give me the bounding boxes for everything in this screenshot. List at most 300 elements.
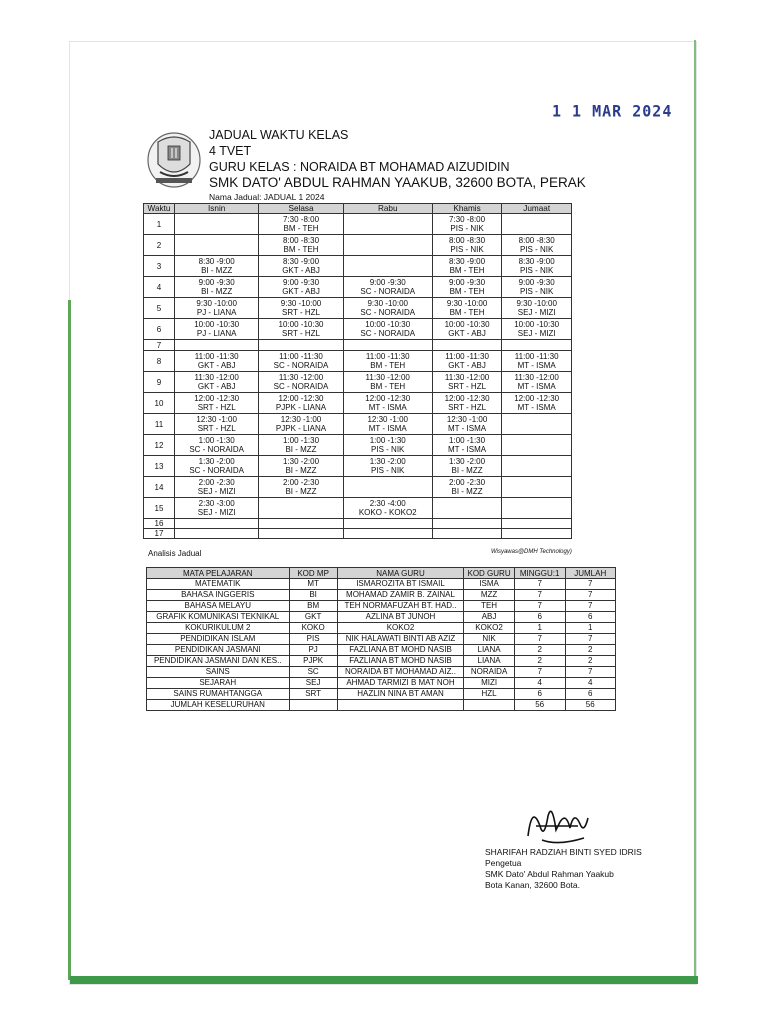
timetable-header-cell: Waktu	[144, 204, 175, 214]
timetable-row	[144, 277, 572, 298]
summary-cell: BAHASA INGGERIS	[147, 590, 290, 601]
timetable-row	[144, 372, 572, 393]
slot-time: 11:00 -11:30	[194, 352, 239, 361]
paper-edge-left	[68, 300, 71, 980]
slot-subject-teacher: GKT - ABJ	[197, 361, 236, 370]
slot-time: 10:00 -10:30	[365, 320, 411, 329]
timetable-cell	[502, 319, 572, 340]
summary-cell: TEH	[464, 601, 515, 612]
timetable-cell	[259, 519, 343, 529]
timetable-cell	[175, 298, 259, 319]
slot-subject-teacher: PIS - NIK	[450, 224, 484, 233]
timetable-cell	[432, 319, 502, 340]
timetable-cell	[502, 256, 572, 277]
timetable-cell	[502, 298, 572, 319]
header-class-teacher: GURU KELAS : NORAIDA BT MOHAMAD AIZUDIDIN	[209, 160, 510, 174]
timetable-cell	[259, 414, 343, 435]
summary-cell: NORAIDA BT MOHAMAD AIZ..	[337, 667, 464, 678]
slot-subject-teacher: SRT - HZL	[197, 403, 236, 412]
timetable-cell	[259, 235, 343, 256]
slot-subject-teacher: GKT - ABJ	[448, 329, 486, 338]
summary-cell: MIZI	[464, 678, 515, 689]
slot-subject-teacher: SC - NORAIDA	[273, 382, 329, 391]
summary-cell: 2	[565, 656, 616, 667]
summary-cell: MT	[289, 579, 337, 590]
summary-cell: SC	[289, 667, 337, 678]
summary-cell: 1	[514, 623, 565, 634]
timetable-cell	[432, 414, 502, 435]
paper-edge-right	[694, 40, 696, 984]
timetable-cell	[259, 498, 343, 519]
summary-cell: AZLINA BT JUNOH	[337, 612, 464, 623]
summary-cell: SAINS	[147, 667, 290, 678]
summary-cell: HZL	[464, 689, 515, 700]
summary-cell: KOKO2	[464, 623, 515, 634]
slot-subject-teacher: SRT - HZL	[282, 329, 320, 338]
timetable-cell	[502, 477, 572, 498]
signatory-school: SMK Dato' Abdul Rahman Yaakub	[485, 869, 614, 879]
timetable-cell	[502, 529, 572, 539]
summary-cell: FAZLIANA BT MOHD NASIB	[337, 656, 464, 667]
timetable-cell	[432, 277, 502, 298]
summary-row	[147, 667, 616, 678]
slot-subject-teacher: SEJ - MIZI	[517, 329, 556, 338]
timetable-cell	[343, 435, 432, 456]
timetable-cell	[259, 256, 343, 277]
timetable-cell	[432, 529, 502, 539]
summary-cell: SEJ	[289, 678, 337, 689]
slot-subject-teacher: PJPK - LIANA	[275, 424, 327, 433]
timetable-cell	[343, 519, 432, 529]
summary-cell: MOHAMAD ZAMIR B. ZAINAL	[337, 590, 464, 601]
timetable-cell	[175, 498, 259, 519]
slot-subject-teacher: SC - NORAIDA	[273, 361, 329, 370]
period-number: 4	[144, 277, 175, 298]
slot-time: 1:30 -2:00	[198, 457, 235, 466]
timetable-cell	[175, 214, 259, 235]
timetable-cell	[175, 235, 259, 256]
timetable-cell	[502, 277, 572, 298]
header-title: JADUAL WAKTU KELAS	[209, 128, 349, 142]
slot-subject-teacher: GKT - ABJ	[197, 382, 236, 391]
summary-cell: 7	[514, 667, 565, 678]
slot-time: 8:00 -8:30	[518, 236, 555, 245]
summary-cell: 2	[514, 645, 565, 656]
slot-subject-teacher: BI - MZZ	[201, 287, 233, 296]
timetable-row	[144, 529, 572, 539]
date-stamp: 1 1 MAR 2024	[552, 101, 673, 121]
summary-cell: ISMAROZITA BT ISMAIL	[337, 579, 464, 590]
slot-time: 1:00 -1:30	[198, 436, 235, 445]
slot-time: 2:30 -4:00	[369, 499, 406, 508]
slot-time: 9:00 -9:30	[518, 278, 555, 287]
slot-subject-teacher: BM - TEH	[370, 382, 406, 391]
slot-time: 2:00 -2:30	[283, 478, 320, 487]
header-school: SMK DATO' ABDUL RAHMAN YAAKUB, 32600 BOTA, PERAK	[209, 175, 586, 190]
timetable-row	[144, 477, 572, 498]
summary-cell: 7	[565, 579, 616, 590]
slot-subject-teacher: SRT - HZL	[197, 424, 236, 433]
summary-cell: KOKO2	[337, 623, 464, 634]
summary-cell: 6	[565, 689, 616, 700]
timetable-cell	[343, 498, 432, 519]
summary-cell: MZZ	[464, 590, 515, 601]
slot-time: 10:00 -10:30	[278, 320, 324, 329]
slot-time: 11:00 -11:30	[279, 352, 323, 361]
slot-time: 11:30 -12:00	[278, 373, 324, 382]
summary-cell: BI	[289, 590, 337, 601]
analysis-label: Analisis Jadual	[148, 549, 202, 558]
period-number: 2	[144, 235, 175, 256]
schedule-name: Nama Jadual: JADUAL 1 2024	[209, 192, 325, 202]
slot-subject-teacher: GKT - ABJ	[448, 361, 486, 370]
summary-row	[147, 590, 616, 601]
timetable-cell	[343, 456, 432, 477]
slot-time: 10:00 -10:30	[444, 320, 490, 329]
slot-time: 12:00 -12:30	[278, 394, 324, 403]
slot-subject-teacher: BI - MZZ	[285, 487, 317, 496]
summary-cell: 7	[514, 579, 565, 590]
summary-row	[147, 656, 616, 667]
signatory-title: Pengetua	[485, 858, 522, 868]
slot-time: 9:30 -10:00	[280, 299, 322, 308]
timetable-cell	[175, 277, 259, 298]
slot-time: 9:30 -10:00	[446, 299, 488, 308]
summary-cell: AHMAD TARMIZI B MAT NOH	[337, 678, 464, 689]
slot-subject-teacher: PIS - NIK	[371, 445, 405, 454]
summary-cell: 6	[565, 612, 616, 623]
summary-cell: 7	[514, 634, 565, 645]
slot-time: 11:00 -11:30	[445, 352, 489, 361]
summary-row	[147, 601, 616, 612]
slot-time: 9:00 -9:30	[283, 278, 320, 287]
timetable-cell	[259, 277, 343, 298]
slot-time: 12:30 -1:00	[196, 415, 237, 424]
timetable-cell	[175, 340, 259, 351]
slot-time: 9:00 -9:30	[449, 278, 486, 287]
timetable-cell	[432, 435, 502, 456]
summary-row	[147, 634, 616, 645]
summary-cell: NIK HALAWATI BINTI AB AZIZ	[337, 634, 464, 645]
slot-time: 11:30 -12:00	[194, 373, 239, 382]
summary-cell: BM	[289, 601, 337, 612]
period-number: 14	[144, 477, 175, 498]
timetable-cell	[502, 340, 572, 351]
timetable-cell	[502, 435, 572, 456]
timetable	[143, 203, 572, 539]
summary-row	[147, 623, 616, 634]
timetable-cell	[175, 319, 259, 340]
slot-time: 8:00 -8:30	[283, 236, 320, 245]
slot-subject-teacher: PJ - LIANA	[196, 329, 237, 338]
slot-subject-teacher: PIS - NIK	[371, 466, 405, 475]
timetable-cell	[432, 235, 502, 256]
period-number: 12	[144, 435, 175, 456]
summary-header-cell: KOD MP	[289, 568, 337, 579]
summary-cell: 56	[514, 700, 565, 711]
timetable-cell	[343, 256, 432, 277]
timetable-cell	[432, 393, 502, 414]
timetable-row	[144, 340, 572, 351]
summary-header-cell: MATA PELAJARAN	[147, 568, 290, 579]
slot-subject-teacher: MT - ISMA	[368, 403, 407, 412]
slot-subject-teacher: SRT - HZL	[282, 308, 320, 317]
summary-cell: KOKURIKULUM 2	[147, 623, 290, 634]
slot-subject-teacher: PIS - NIK	[450, 245, 484, 254]
timetable-cell	[343, 319, 432, 340]
slot-subject-teacher: SEJ - MIZI	[197, 508, 236, 517]
timetable-row	[144, 319, 572, 340]
slot-time: 11:30 -12:00	[365, 373, 410, 382]
summary-row	[147, 678, 616, 689]
summary-cell: PIS	[289, 634, 337, 645]
summary-cell: PJPK	[289, 656, 337, 667]
summary-cell: LIANA	[464, 645, 515, 656]
summary-cell: PENDIDIKAN JASMANI	[147, 645, 290, 656]
slot-subject-teacher: KOKO - KOKO2	[358, 508, 417, 517]
period-number: 10	[144, 393, 175, 414]
summary-cell: 7	[514, 590, 565, 601]
slot-subject-teacher: MT - ISMA	[448, 424, 487, 433]
timetable-header-cell: Selasa	[259, 204, 343, 214]
summary-row	[147, 700, 616, 711]
summary-row	[147, 645, 616, 656]
summary-cell: 6	[514, 612, 565, 623]
timetable-row	[144, 498, 572, 519]
summary-cell: NIK	[464, 634, 515, 645]
summary-row	[147, 612, 616, 623]
slot-subject-teacher: BI - MZZ	[451, 487, 483, 496]
slot-time: 12:30 -1:00	[446, 415, 488, 424]
summary-cell: 7	[565, 667, 616, 678]
slot-time: 1:30 -2:00	[283, 457, 320, 466]
slot-time: 11:30 -12:00	[444, 373, 490, 382]
slot-subject-teacher: PIS - NIK	[520, 245, 554, 254]
slot-time: 2:00 -2:30	[198, 478, 235, 487]
slot-time: 2:30 -3:00	[198, 499, 235, 508]
summary-cell: 7	[565, 590, 616, 601]
timetable-cell	[502, 214, 572, 235]
slot-time: 11:00 -11:30	[514, 352, 559, 361]
summary-cell: SRT	[289, 689, 337, 700]
timetable-cell	[432, 498, 502, 519]
slot-time: 9:00 -9:30	[369, 278, 406, 287]
timetable-cell	[502, 519, 572, 529]
summary-cell: KOKO	[289, 623, 337, 634]
period-number: 17	[144, 529, 175, 539]
period-number: 7	[144, 340, 175, 351]
slot-subject-teacher: MT - ISMA	[517, 382, 556, 391]
timetable-cell	[432, 456, 502, 477]
timetable-cell	[502, 414, 572, 435]
header-class: 4 TVET	[209, 144, 252, 158]
timetable-cell	[259, 435, 343, 456]
timetable-header-cell: Rabu	[343, 204, 432, 214]
timetable-cell	[502, 393, 572, 414]
software-credit: Wisyawas@DMH Technology)	[491, 549, 572, 555]
slot-time: 7:30 -8:00	[283, 215, 320, 224]
timetable-cell	[175, 456, 259, 477]
slot-subject-teacher: SC - NORAIDA	[189, 466, 244, 475]
summary-cell	[464, 700, 515, 711]
timetable-row	[144, 519, 572, 529]
summary-cell: MATEMATIK	[147, 579, 290, 590]
summary-cell: 6	[514, 689, 565, 700]
summary-cell: GRAFIK KOMUNIKASI TEKNIKAL	[147, 612, 290, 623]
document-header	[209, 127, 586, 191]
period-number: 15	[144, 498, 175, 519]
slot-subject-teacher: GKT - ABJ	[282, 287, 320, 296]
timetable-cell	[175, 414, 259, 435]
period-number: 8	[144, 351, 175, 372]
slot-subject-teacher: SC - NORAIDA	[360, 329, 416, 338]
slot-time: 1:00 -1:30	[369, 436, 406, 445]
timetable-row	[144, 393, 572, 414]
timetable-cell	[175, 372, 259, 393]
timetable-cell	[175, 351, 259, 372]
summary-cell: GKT	[289, 612, 337, 623]
timetable-header-cell: Isnin	[175, 204, 259, 214]
summary-cell: 7	[514, 601, 565, 612]
timetable-row	[144, 435, 572, 456]
school-crest-icon	[146, 128, 202, 190]
slot-subject-teacher: BI - MZZ	[285, 466, 317, 475]
summary-row	[147, 579, 616, 590]
slot-subject-teacher: MT - ISMA	[368, 424, 407, 433]
slot-time: 12:00 -12:30	[514, 394, 560, 403]
slot-subject-teacher: BM - TEH	[449, 266, 485, 275]
timetable-cell	[432, 340, 502, 351]
summary-cell: 7	[565, 601, 616, 612]
timetable-cell	[432, 351, 502, 372]
slot-time: 8:00 -8:30	[449, 236, 486, 245]
timetable-row	[144, 235, 572, 256]
paper-edge-bottom	[70, 976, 698, 984]
slot-subject-teacher: PJPK - LIANA	[275, 403, 327, 412]
timetable-cell	[343, 529, 432, 539]
summary-cell: TEH NORMAFUZAH BT. HAD..	[337, 601, 464, 612]
slot-subject-teacher: MT - ISMA	[517, 403, 556, 412]
slot-subject-teacher: BM - TEH	[283, 245, 319, 254]
timetable-cell	[175, 435, 259, 456]
timetable-cell	[259, 319, 343, 340]
period-number: 11	[144, 414, 175, 435]
slot-time: 11:30 -12:00	[514, 373, 559, 382]
slot-subject-teacher: BM - TEH	[370, 361, 406, 370]
slot-time: 1:30 -2:00	[369, 457, 406, 466]
slot-subject-teacher: BI - MZZ	[201, 266, 233, 275]
principal-signature-icon	[518, 796, 598, 848]
timetable-cell	[175, 477, 259, 498]
slot-time: 10:00 -10:30	[514, 320, 560, 329]
summary-cell: HAZLIN NINA BT AMAN	[337, 689, 464, 700]
timetable-row	[144, 298, 572, 319]
summary-cell: SEJARAH	[147, 678, 290, 689]
timetable-cell	[175, 256, 259, 277]
timetable-cell	[175, 393, 259, 414]
slot-time: 1:30 -2:00	[449, 457, 486, 466]
summary-cell: 1	[565, 623, 616, 634]
timetable-row	[144, 256, 572, 277]
timetable-cell	[343, 477, 432, 498]
timetable-cell	[502, 372, 572, 393]
summary-header-cell: MINGGU:1	[514, 568, 565, 579]
slot-time: 10:00 -10:30	[194, 320, 240, 329]
timetable-cell	[259, 456, 343, 477]
slot-time: 8:30 -9:00	[283, 257, 320, 266]
summary-cell: 2	[565, 645, 616, 656]
period-number: 13	[144, 456, 175, 477]
timetable-cell	[259, 372, 343, 393]
period-number: 1	[144, 214, 175, 235]
timetable-cell	[343, 340, 432, 351]
period-number: 3	[144, 256, 175, 277]
summary-cell: 2	[514, 656, 565, 667]
slot-subject-teacher: SRT - HZL	[448, 403, 487, 412]
timetable-row	[144, 351, 572, 372]
slot-time: 9:30 -10:00	[367, 299, 408, 308]
slot-time: 12:00 -12:30	[194, 394, 240, 403]
period-number: 16	[144, 519, 175, 529]
slot-subject-teacher: BM - TEH	[449, 308, 485, 317]
slot-subject-teacher: BI - MZZ	[285, 445, 317, 454]
summary-cell: 56	[565, 700, 616, 711]
slot-subject-teacher: SRT - HZL	[448, 382, 487, 391]
timetable-cell	[502, 456, 572, 477]
summary-cell: ABJ	[464, 612, 515, 623]
timetable-cell	[432, 372, 502, 393]
slot-subject-teacher: PJ - LIANA	[196, 308, 237, 317]
signatory-name: SHARIFAH RADZIAH BINTI SYED IDRIS	[485, 847, 642, 857]
summary-cell: PENDIDIKAN ISLAM	[147, 634, 290, 645]
slot-subject-teacher: BI - MZZ	[451, 466, 483, 475]
timetable-cell	[259, 351, 343, 372]
slot-time: 1:00 -1:30	[283, 436, 320, 445]
period-number: 9	[144, 372, 175, 393]
timetable-cell	[343, 351, 432, 372]
slot-subject-teacher: MT - ISMA	[448, 445, 487, 454]
timetable-cell	[432, 256, 502, 277]
timetable-cell	[259, 477, 343, 498]
slot-time: 11:00 -11:30	[365, 352, 410, 361]
summary-header-cell: KOD GURU	[464, 568, 515, 579]
slot-subject-teacher: GKT - ABJ	[282, 266, 320, 275]
timetable-cell	[343, 235, 432, 256]
slot-time: 7:30 -8:00	[449, 215, 486, 224]
timetable-cell	[259, 393, 343, 414]
slot-subject-teacher: BM - TEH	[449, 287, 485, 296]
timetable-cell	[432, 477, 502, 498]
slot-subject-teacher: SC - NORAIDA	[360, 287, 416, 296]
slot-time: 12:00 -12:30	[444, 394, 490, 403]
timetable-cell	[432, 519, 502, 529]
summary-row	[147, 689, 616, 700]
timetable-cell	[343, 298, 432, 319]
summary-cell: LIANA	[464, 656, 515, 667]
timetable-header-cell: Jumaat	[502, 204, 572, 214]
timetable-cell	[259, 214, 343, 235]
summary-cell: NORAIDA	[464, 667, 515, 678]
timetable-cell	[175, 529, 259, 539]
summary-cell: JUMLAH KESELURUHAN	[147, 700, 290, 711]
timetable-cell	[343, 214, 432, 235]
slot-time: 12:30 -1:00	[280, 415, 322, 424]
slot-subject-teacher: SC - NORAIDA	[189, 445, 244, 454]
slot-time: 9:00 -9:30	[198, 278, 235, 287]
slot-time: 9:30 -10:00	[516, 299, 557, 308]
signatory-block	[485, 847, 642, 891]
timetable-cell	[343, 372, 432, 393]
